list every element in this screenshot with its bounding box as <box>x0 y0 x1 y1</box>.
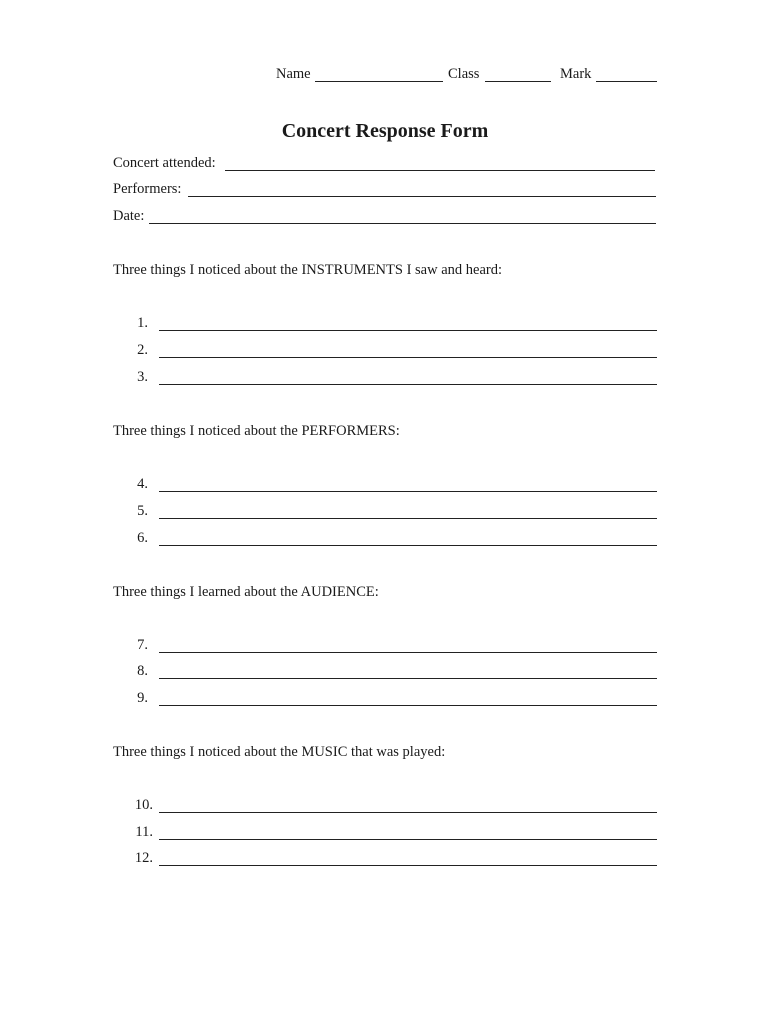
answer-line-3[interactable] <box>159 384 657 385</box>
answer-line-1[interactable] <box>159 330 657 331</box>
answer-line-4[interactable] <box>159 491 657 492</box>
item-number: 7. <box>137 637 148 653</box>
mark-field[interactable] <box>596 81 657 82</box>
class-field[interactable] <box>485 81 551 82</box>
performers-field[interactable] <box>188 196 656 197</box>
answer-line-10[interactable] <box>159 812 657 813</box>
section-audience-heading: Three things I learned about the AUDIENCE: <box>113 584 379 600</box>
section-performers-heading: Three things I noticed about the PERFORMERS: <box>113 423 400 439</box>
item-number: 8. <box>137 663 148 679</box>
answer-line-7[interactable] <box>159 652 657 653</box>
item-number: 4. <box>137 476 148 492</box>
item-number: 11. <box>135 824 153 840</box>
answer-line-8[interactable] <box>159 678 657 679</box>
item-number: 10. <box>134 797 153 813</box>
answer-line-5[interactable] <box>159 518 657 519</box>
answer-line-9[interactable] <box>159 705 657 706</box>
item-number: 5. <box>137 503 148 519</box>
performers-label: Performers: <box>113 181 182 197</box>
answer-line-12[interactable] <box>159 865 657 866</box>
class-label: Class <box>448 66 480 82</box>
item-number: 12. <box>134 850 153 866</box>
name-field[interactable] <box>315 81 443 82</box>
name-label: Name <box>276 66 311 82</box>
mark-label: Mark <box>560 66 592 82</box>
section-music-heading: Three things I noticed about the MUSIC that was played: <box>113 744 446 760</box>
answer-line-11[interactable] <box>159 839 657 840</box>
item-number: 1. <box>137 315 148 331</box>
answer-line-6[interactable] <box>159 545 657 546</box>
concert-attended-field[interactable] <box>225 170 655 171</box>
answer-line-2[interactable] <box>159 357 657 358</box>
date-label: Date: <box>113 208 145 224</box>
page-title: Concert Response Form <box>281 120 489 142</box>
concert-attended-label: Concert attended: <box>113 155 216 171</box>
date-field[interactable] <box>149 223 656 224</box>
item-number: 2. <box>137 342 148 358</box>
section-instruments-heading: Three things I noticed about the INSTRUMENTS I saw and heard: <box>113 262 502 278</box>
item-number: 9. <box>137 690 148 706</box>
item-number: 6. <box>137 530 148 546</box>
item-number: 3. <box>137 369 148 385</box>
